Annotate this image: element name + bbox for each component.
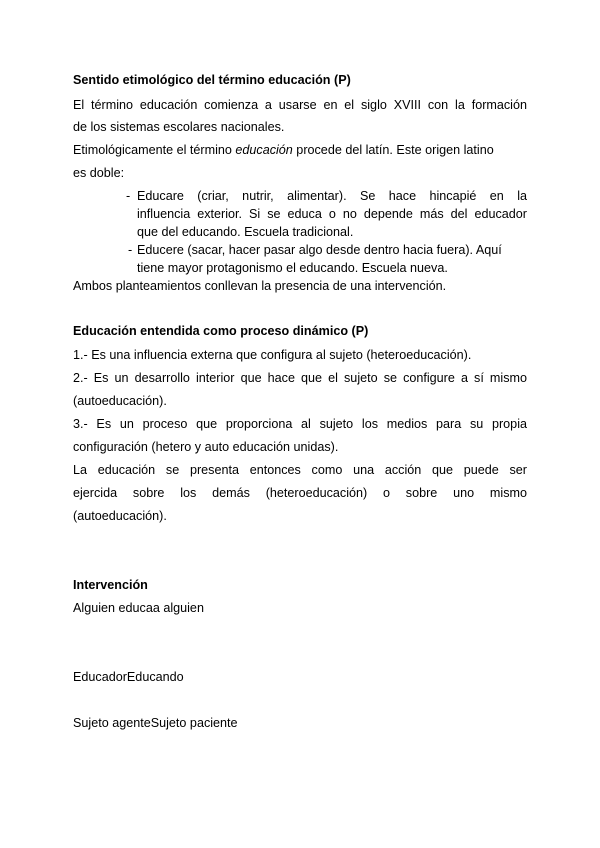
- paragraph-line: EducadorEducando: [73, 670, 184, 684]
- list-item: 1.- Es una influencia externa que configura al sujeto (heteroeducación).: [73, 348, 472, 362]
- paragraph-line: Ambos planteamientos conllevan la presencia de una intervención.: [73, 279, 447, 293]
- section-heading-etimologia: Sentido etimológico del término educación (P): [73, 73, 351, 87]
- paragraph-line: Sujeto agenteSujeto paciente: [73, 716, 238, 730]
- text-run: Etimológicamente el término: [73, 143, 236, 157]
- section-heading-proceso: Educación entendida como proceso dinámico (P): [73, 324, 369, 338]
- bullet-marker: -: [128, 243, 133, 257]
- list-item: 3.- Es un proceso que proporciona al sujeto los medios para su propia: [73, 417, 527, 431]
- emphasis-term: educación: [235, 143, 293, 157]
- section-heading-intervencion: Intervención: [73, 578, 148, 592]
- bullet-line: Educare (criar, nutrir, alimentar). Se hace hincapié en la: [137, 189, 527, 203]
- list-item-continuation: configuración (hetero y auto educación unidas).: [73, 440, 339, 454]
- paragraph-line: ejercida sobre los demás (heteroeducación) o sobre uno mismo: [73, 486, 527, 500]
- bullet-line: Educere (sacar, hacer pasar algo desde dentro hacia fuera). Aquí: [137, 243, 502, 257]
- bullet-line: influencia exterior. Si se educa o no depende más del educador: [137, 207, 527, 221]
- paragraph-line: El término educación comienza a usarse en el siglo XVIII con la formación: [73, 98, 527, 112]
- paragraph-line: [73, 142, 494, 158]
- bullet-line: tiene mayor protagonismo el educando. Escuela nueva.: [137, 261, 448, 275]
- bullet-marker: -: [126, 189, 131, 203]
- paragraph-line: de los sistemas escolares nacionales.: [73, 120, 285, 134]
- text-run: procede del latín. Este origen latino: [292, 143, 494, 157]
- paragraph-line: es doble:: [73, 166, 125, 180]
- list-item: 2.- Es un desarrollo interior que hace que el sujeto se configure a sí mismo: [73, 371, 527, 385]
- paragraph-line: Alguien educaa alguien: [73, 601, 204, 615]
- list-item-continuation: (autoeducación).: [73, 394, 167, 408]
- paragraph-line: La educación se presenta entonces como una acción que puede ser: [73, 463, 527, 477]
- bullet-line: que del educando. Escuela tradicional.: [137, 225, 354, 239]
- paragraph-line: (autoeducación).: [73, 509, 167, 523]
